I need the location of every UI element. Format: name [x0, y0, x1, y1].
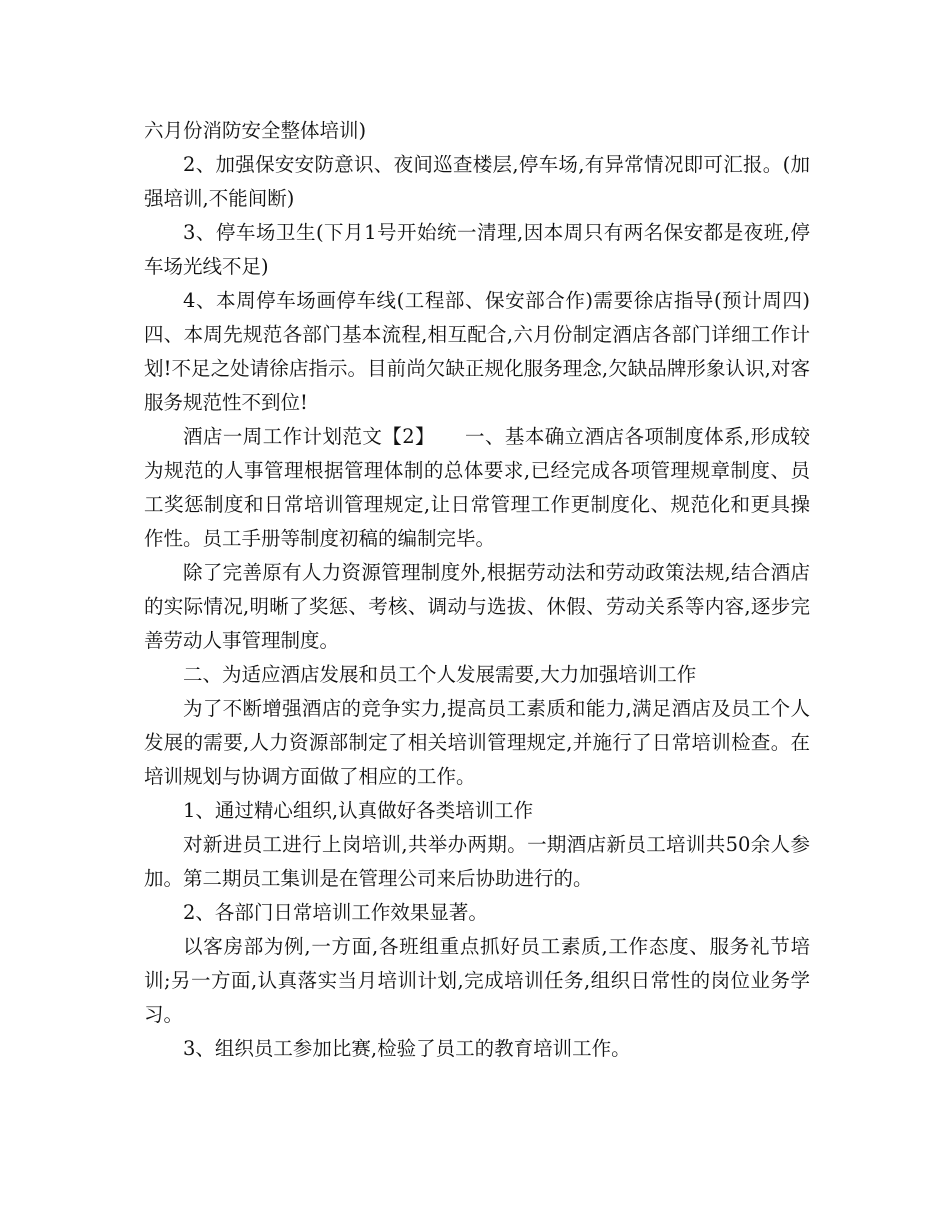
- paragraph: 1、通过精心组织,认真做好各类培训工作: [183, 799, 534, 822]
- document-body: [144, 114, 810, 1066]
- paragraph: 2、加强保安安防意识、夜间巡查楼层,停车场,有异常情况即可汇报。(加强培训,不能间断): [144, 153, 810, 210]
- paragraph: 4、本周停车场画停车线(工程部、保安部合作)需要徐店指导(预计周四)四、本周先规范各部门基本流程,相互配合,六月份制定酒店各部门详细工作计划!不足之处请徐店指示。目前尚欠缺正规化服务理念,欠缺品牌形象认识,对客服务规范性不到位!: [144, 289, 810, 414]
- paragraph: 对新进员工进行上岗培训,共举办两期。一期酒店新员工培训共50余人参加。第二期员工集训是在管理公司来后协助进行的。: [144, 833, 810, 890]
- paragraph: 除了完善原有人力资源管理制度外,根据劳动法和劳动政策法规,结合酒店的实际情况,明晰了奖惩、考核、调动与选拔、休假、劳动关系等内容,逐步完善劳动人事管理制度。: [144, 561, 810, 652]
- paragraph: 六月份消防安全整体培训): [144, 119, 367, 142]
- paragraph: 3、组织员工参加比赛,检验了员工的教育培训工作。: [183, 1037, 631, 1060]
- paragraph: 二、为适应酒店发展和员工个人发展需要,大力加强培训工作: [183, 663, 697, 686]
- paragraph: 3、停车场卫生(下月1号开始统一清理,因本周只有两名保安都是夜班,停车场光线不足): [144, 221, 810, 278]
- paragraph: 酒店一周工作计划范文【2】 一、基本确立酒店各项制度体系,形成较为规范的人事管理根据管理体制的总体要求,已经完成各项管理规章制度、员工奖惩制度和日常培训管理规定,让日常管理工作更制度化、规范化和更具操作性。员工手册等制度初稿的编制完毕。: [144, 425, 810, 550]
- paragraph: 2、各部门日常培训工作效果显著。: [183, 901, 488, 924]
- paragraph: 为了不断增强酒店的竞争实力,提高员工素质和能力,满足酒店及员工个人发展的需要,人力资源部制定了相关培训管理规定,并施行了日常培训检查。在培训规划与协调方面做了相应的工作。: [144, 697, 810, 788]
- paragraph: 以客房部为例,一方面,各班组重点抓好员工素质,工作态度、服务礼节培训;另一方面,认真落实当月培训计划,完成培训任务,组织日常性的岗位业务学习。: [144, 935, 810, 1026]
